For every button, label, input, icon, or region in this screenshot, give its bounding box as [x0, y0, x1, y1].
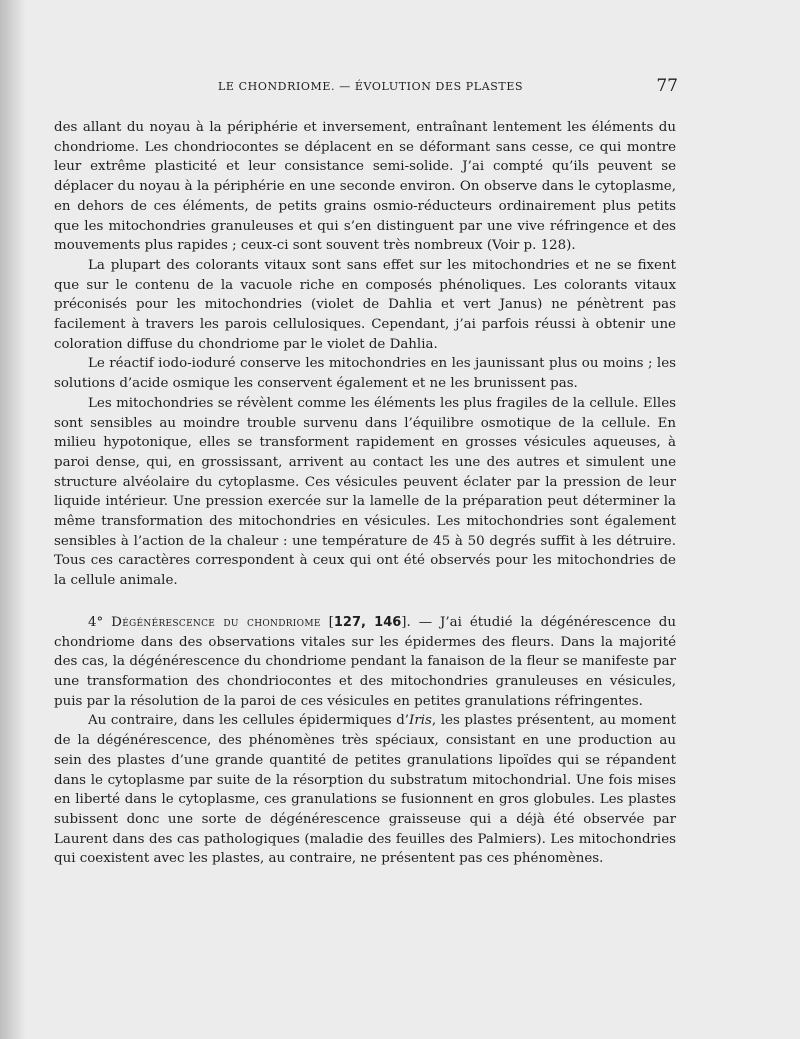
section-text: — J’ai étudié la dégénérescence du chondriome dans des observations vitales sur les épidermes des fleurs. Dans la majorité des cas, la dégénérescence du chondriome pendant la fanaison de la fleur se manifeste par une transformation des chondriocontes et des mitochondries granuleuses en vésicules, puis par la résolution de la paroi de ces vésicules en petites granulations réfringentes.: [54, 614, 676, 709]
page-number: 77: [656, 76, 678, 96]
running-head: [48, 76, 678, 100]
body-text: [54, 118, 676, 869]
section-heading: Dégénérescence du chondriome: [111, 614, 321, 630]
bibliography-references: 127, 146: [333, 614, 402, 630]
paragraph-6-before: Au contraire, dans les cellules épidermiques d’: [88, 713, 410, 729]
paragraph-6: [54, 711, 676, 869]
reference-close-bracket: ].: [401, 614, 411, 630]
paragraph-2: La plupart des colorants vitaux sont sans effet sur les mitochondries et ne se fixent que sur le contenu de la vacuole riche en composés phénoliques. Les colorants vitaux préconisés pour les mitochondries (violet de Dahlia et vert Janus) ne pénètrent pas facilement à travers les parois cellulosiques. Cependant, j’ai parfois réussi à obtenir une coloration diffuse du chondriome par le violet de Dahlia.: [54, 257, 676, 352]
reference-open-bracket: [: [328, 614, 334, 630]
paragraph-5-section: [54, 613, 676, 712]
running-head-title: LE CHONDRIOME. — ÉVOLUTION DES PLASTES: [218, 80, 524, 93]
section-number: 4°: [88, 614, 104, 630]
genus-name-iris: Iris: [409, 713, 432, 729]
paragraph-6-after: , les plastes présentent, au moment de la dégénérescence, des phénomènes très spéciaux, consistant en une production au sein des plastes d’une grande quantité de petites granulations lipoïdes qui se répandent dans le cytoplasme par suite de la résorption du substratum mitochondrial. Une fois mises en liberté dans le cytoplasme, ces granulations se fusionnent en gros globules. Les plastes subissent donc une sorte de dégénérescence graisseuse qui a déjà été observée par Laurent dans des cas pathologiques (maladie des feuilles des Palmiers). Les mitochondries qui coexistent avec les plastes, au contraire, ne présentent pas ces phénomènes.: [54, 713, 677, 867]
paragraph-1: des allant du noyau à la périphérie et inversement, entraînant lentement les éléments du chondriome. Les chondriocontes se déplacent en se déformant sans cesse, ce qui montre leur extrême plasticité et leur consistance semi-solide. J’ai compté qu’ils peuvent se déplacer du noyau à la périphérie en une seconde environ. On observe dans le cytoplasme, en dehors de ces éléments, de petits grains osmio-réducteurs ordinairement plus petits que les mitochondries granuleuses et qui s’en distinguent par une vive réfringence et des mouvements plus rapides ; ceux-ci sont souvent très nombreux (Voir p. 128).: [54, 120, 676, 254]
paragraph-4: Les mitochondries se révèlent comme les éléments les plus fragiles de la cellule. Elles sont sensibles au moindre trouble survenu dans l’équilibre osmotique de la cellule. En milieu hypotonique, elles se transforment rapidement en grosses vésicules aqueuses, à paroi dense, qui, en grossissant, arrivent au contact les une des autres et simulent une structure alvéolaire du cytoplasme. Ces vésicules peuvent éclater par la pression de leur liquide intérieur. Une pression exercée sur la lamelle de la préparation peut déterminer la même transformation des mitochondries en vésicules. Les mitochondries sont également sensibles à l’action de la chaleur : une température de 45 à 50 degrés suffit à les détruire. Tous ces caractères correspondent à ceux qui ont été observés pour les mitochondries de la cellule animale.: [54, 395, 676, 589]
paragraph-3: Le réactif iodo-ioduré conserve les mitochondries en les jaunissant plus ou moins ; les solutions d’acide osmique les conservent également et ne les brunissent pas.: [54, 356, 676, 392]
